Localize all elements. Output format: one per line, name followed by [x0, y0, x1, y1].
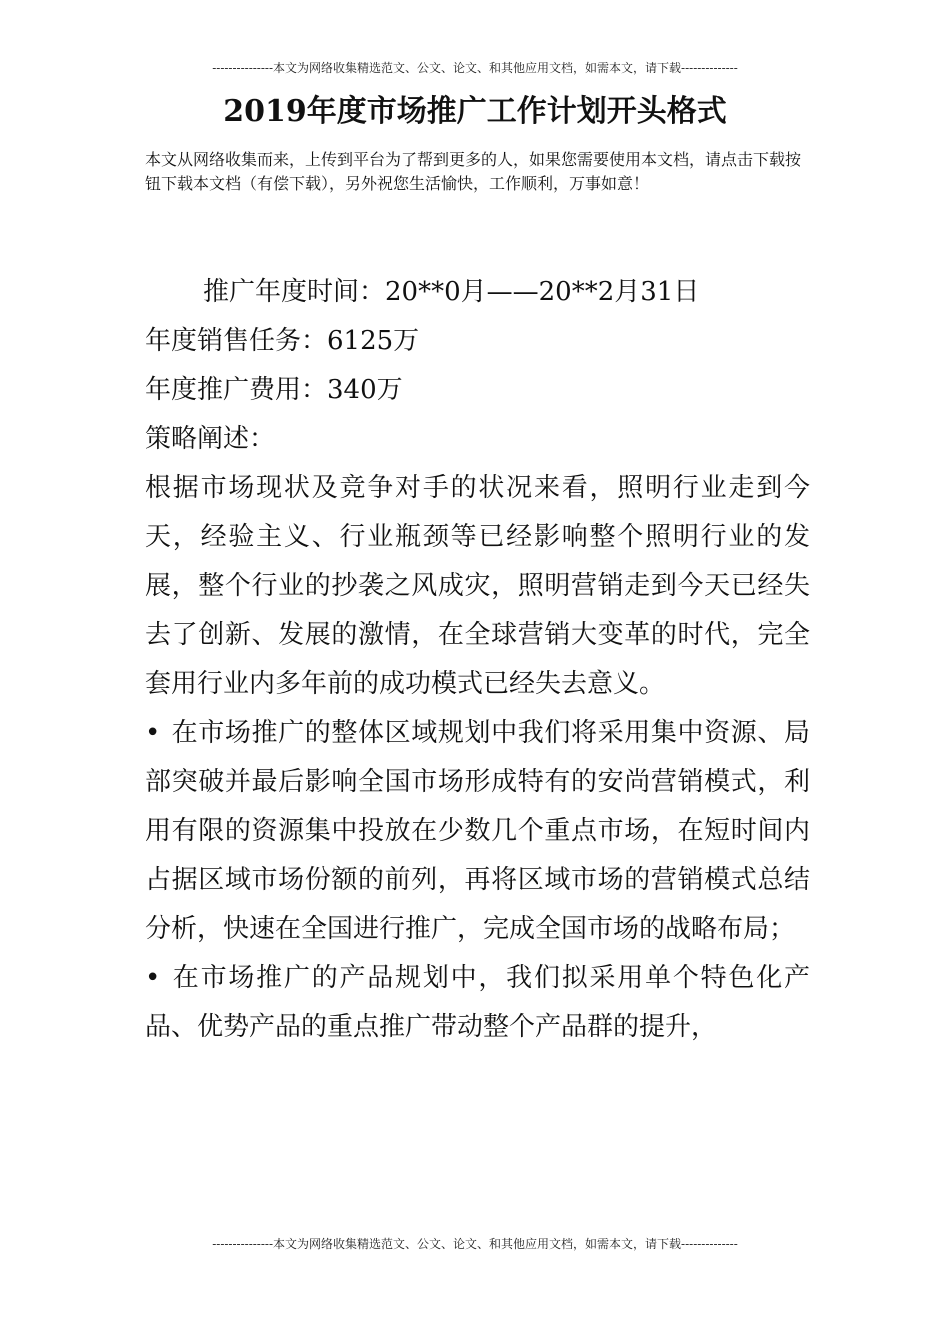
footer-banner: ---------------本文为网络收集精选范文、公文、论文、和其他应用文档，如需本文，请下载-------------- [212, 1237, 738, 1251]
annual-promotion-cost: 年度推广费用：340万 [145, 375, 403, 405]
bullet-item-product [145, 954, 810, 1052]
bullet-item-regional [145, 709, 810, 954]
document-body [145, 268, 810, 1052]
header-banner: ---------------本文为网络收集精选范文、公文、论文、和其他应用文档，如需本文，请下载-------------- [212, 61, 738, 75]
intro-note: 本文从网络收集而来，上传到平台为了帮到更多的人，如果您需要使用本文档，请点击下载按钮下载本文档（有偿下载），另外祝您生活愉快，工作顺利，万事如意！ [145, 150, 802, 193]
bullet-icon: • [145, 718, 161, 748]
strategy-paragraph: 根据市场现状及竞争对手的状况来看，照明行业走到今天，经验主义、行业瓶颈等已经影响整个照明行业的发展，整个行业的抄袭之风成灾，照明营销走到今天已经失去了创新、发展的激情，在全球营销大变革的时代，完全套用行业内多年前的成功模式已经失去意义。 [145, 473, 810, 699]
promotion-period: 推广年度时间：20**0月——20**2月31日 [203, 277, 700, 307]
bullet-icon: • [145, 963, 161, 993]
document-title: 2019年度市场推广工作计划开头格式 [223, 94, 727, 129]
bullet-text: 在市场推广的产品规划中，我们拟采用单个特色化产品、优势产品的重点推广带动整个产品群的提升， [145, 963, 810, 1042]
strategy-heading: 策略阐述： [145, 424, 276, 454]
annual-sales-task: 年度销售任务：6125万 [145, 326, 420, 356]
bullet-text: 在市场推广的整体区域规划中我们将采用集中资源、局部突破并最后影响全国市场形成特有的安尚营销模式，利用有限的资源集中投放在少数几个重点市场，在短时间内占据区域市场份额的前列，再将区域市场的营销模式总结分析，快速在全国进行推广，完成全国市场的战略布局； [145, 718, 810, 944]
